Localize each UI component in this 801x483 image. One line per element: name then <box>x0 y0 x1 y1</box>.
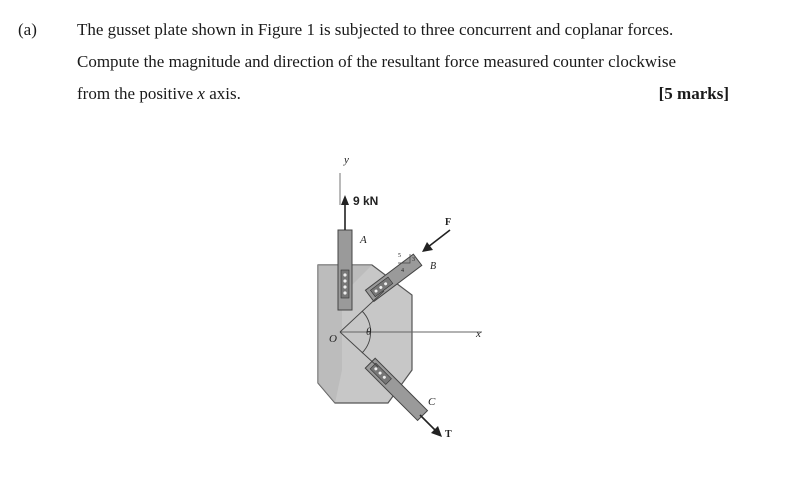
point-b-label: B <box>430 261 437 272</box>
problem-line-1: The gusset plate shown in Figure 1 is subjected to three concurrent and coplanar forces. <box>77 20 674 39</box>
gusset-plate-figure <box>280 145 510 445</box>
slope-rise-label: 3 <box>412 257 415 263</box>
y-axis-label: y <box>344 154 349 166</box>
x-axis-label: x <box>476 328 481 340</box>
point-a-label: A <box>360 234 367 246</box>
force-a-arrowhead <box>341 195 349 205</box>
origin-label: O <box>329 333 337 345</box>
force-t-arrow-shaft <box>420 415 436 431</box>
slope-hyp-label: 5 <box>398 253 401 259</box>
slope-run-label: 4 <box>401 268 404 274</box>
problem-line-3-suffix: axis. <box>204 84 241 103</box>
bolt <box>343 291 346 294</box>
problem-line-3-prefix: from the positive <box>77 84 198 103</box>
bolt <box>343 285 346 288</box>
problem-line-3-variable: x <box>197 84 205 103</box>
point-c-label: C <box>428 396 436 408</box>
force-a-value: 9 kN <box>353 194 379 208</box>
force-t-label: T <box>445 429 452 440</box>
problem-line-3 <box>77 84 729 104</box>
bolt <box>343 273 346 276</box>
angle-label: θ <box>366 326 372 338</box>
marks-label: [5 marks] <box>658 84 729 103</box>
problem-line-2: Compute the magnitude and direction of the resultant force measured counter clockwise <box>77 52 677 71</box>
figure-svg <box>280 145 510 445</box>
part-label: (a) <box>18 20 37 39</box>
force-f-arrow-shaft <box>428 230 450 247</box>
bolt <box>343 279 346 282</box>
force-f-label: F <box>445 217 452 228</box>
